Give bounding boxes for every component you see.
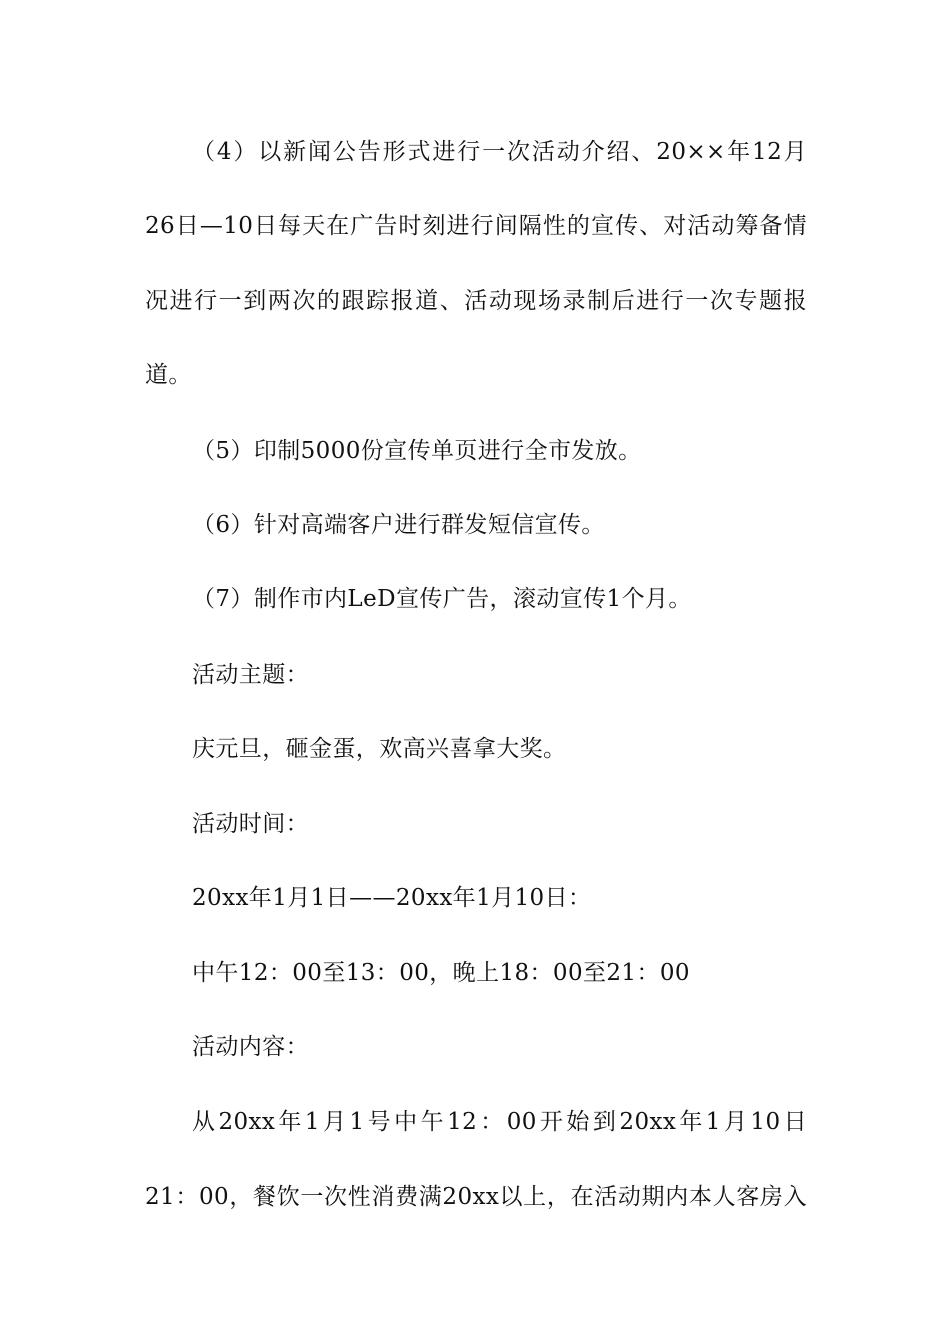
time-hours-text: 中午12：00至13：00，晚上18：00至21：00 — [192, 960, 690, 986]
content-line-1: 从20xx年1月1号中午12：00开始到20xx年1月10日 — [192, 1109, 807, 1135]
section-heading-theme: 活动主题： — [192, 662, 309, 688]
theme-text: 庆元旦，砸金蛋，欢高兴喜拿大奖。 — [192, 736, 567, 762]
paragraph-line-7: （7）制作市内LeD宣传广告，滚动宣传1个月。 — [192, 586, 692, 612]
section-heading-content: 活动内容： — [192, 1034, 309, 1060]
time-range-text: 20xx年1月1日——20xx年1月10日： — [192, 885, 592, 911]
paragraph-line-4: 道。 — [145, 362, 192, 388]
paragraph-line-1: （4）以新闻公告形式进行一次活动介绍、20××年12月 — [192, 139, 807, 165]
section-heading-time: 活动时间： — [192, 811, 309, 837]
paragraph-line-3: 况进行一到两次的跟踪报道、活动现场录制后进行一次专题报 — [145, 288, 807, 314]
content-line-2: 21：00，餐饮一次性消费满20xx以上，在活动期内本人客房入 — [145, 1184, 807, 1210]
paragraph-line-2: 26日—10日每天在广告时刻进行间隔性的宣传、对活动筹备情 — [145, 213, 807, 239]
paragraph-line-6: （6）针对高端客户进行群发短信宣传。 — [192, 512, 605, 538]
paragraph-line-5: （5）印制5000份宣传单页进行全市发放。 — [192, 438, 642, 464]
